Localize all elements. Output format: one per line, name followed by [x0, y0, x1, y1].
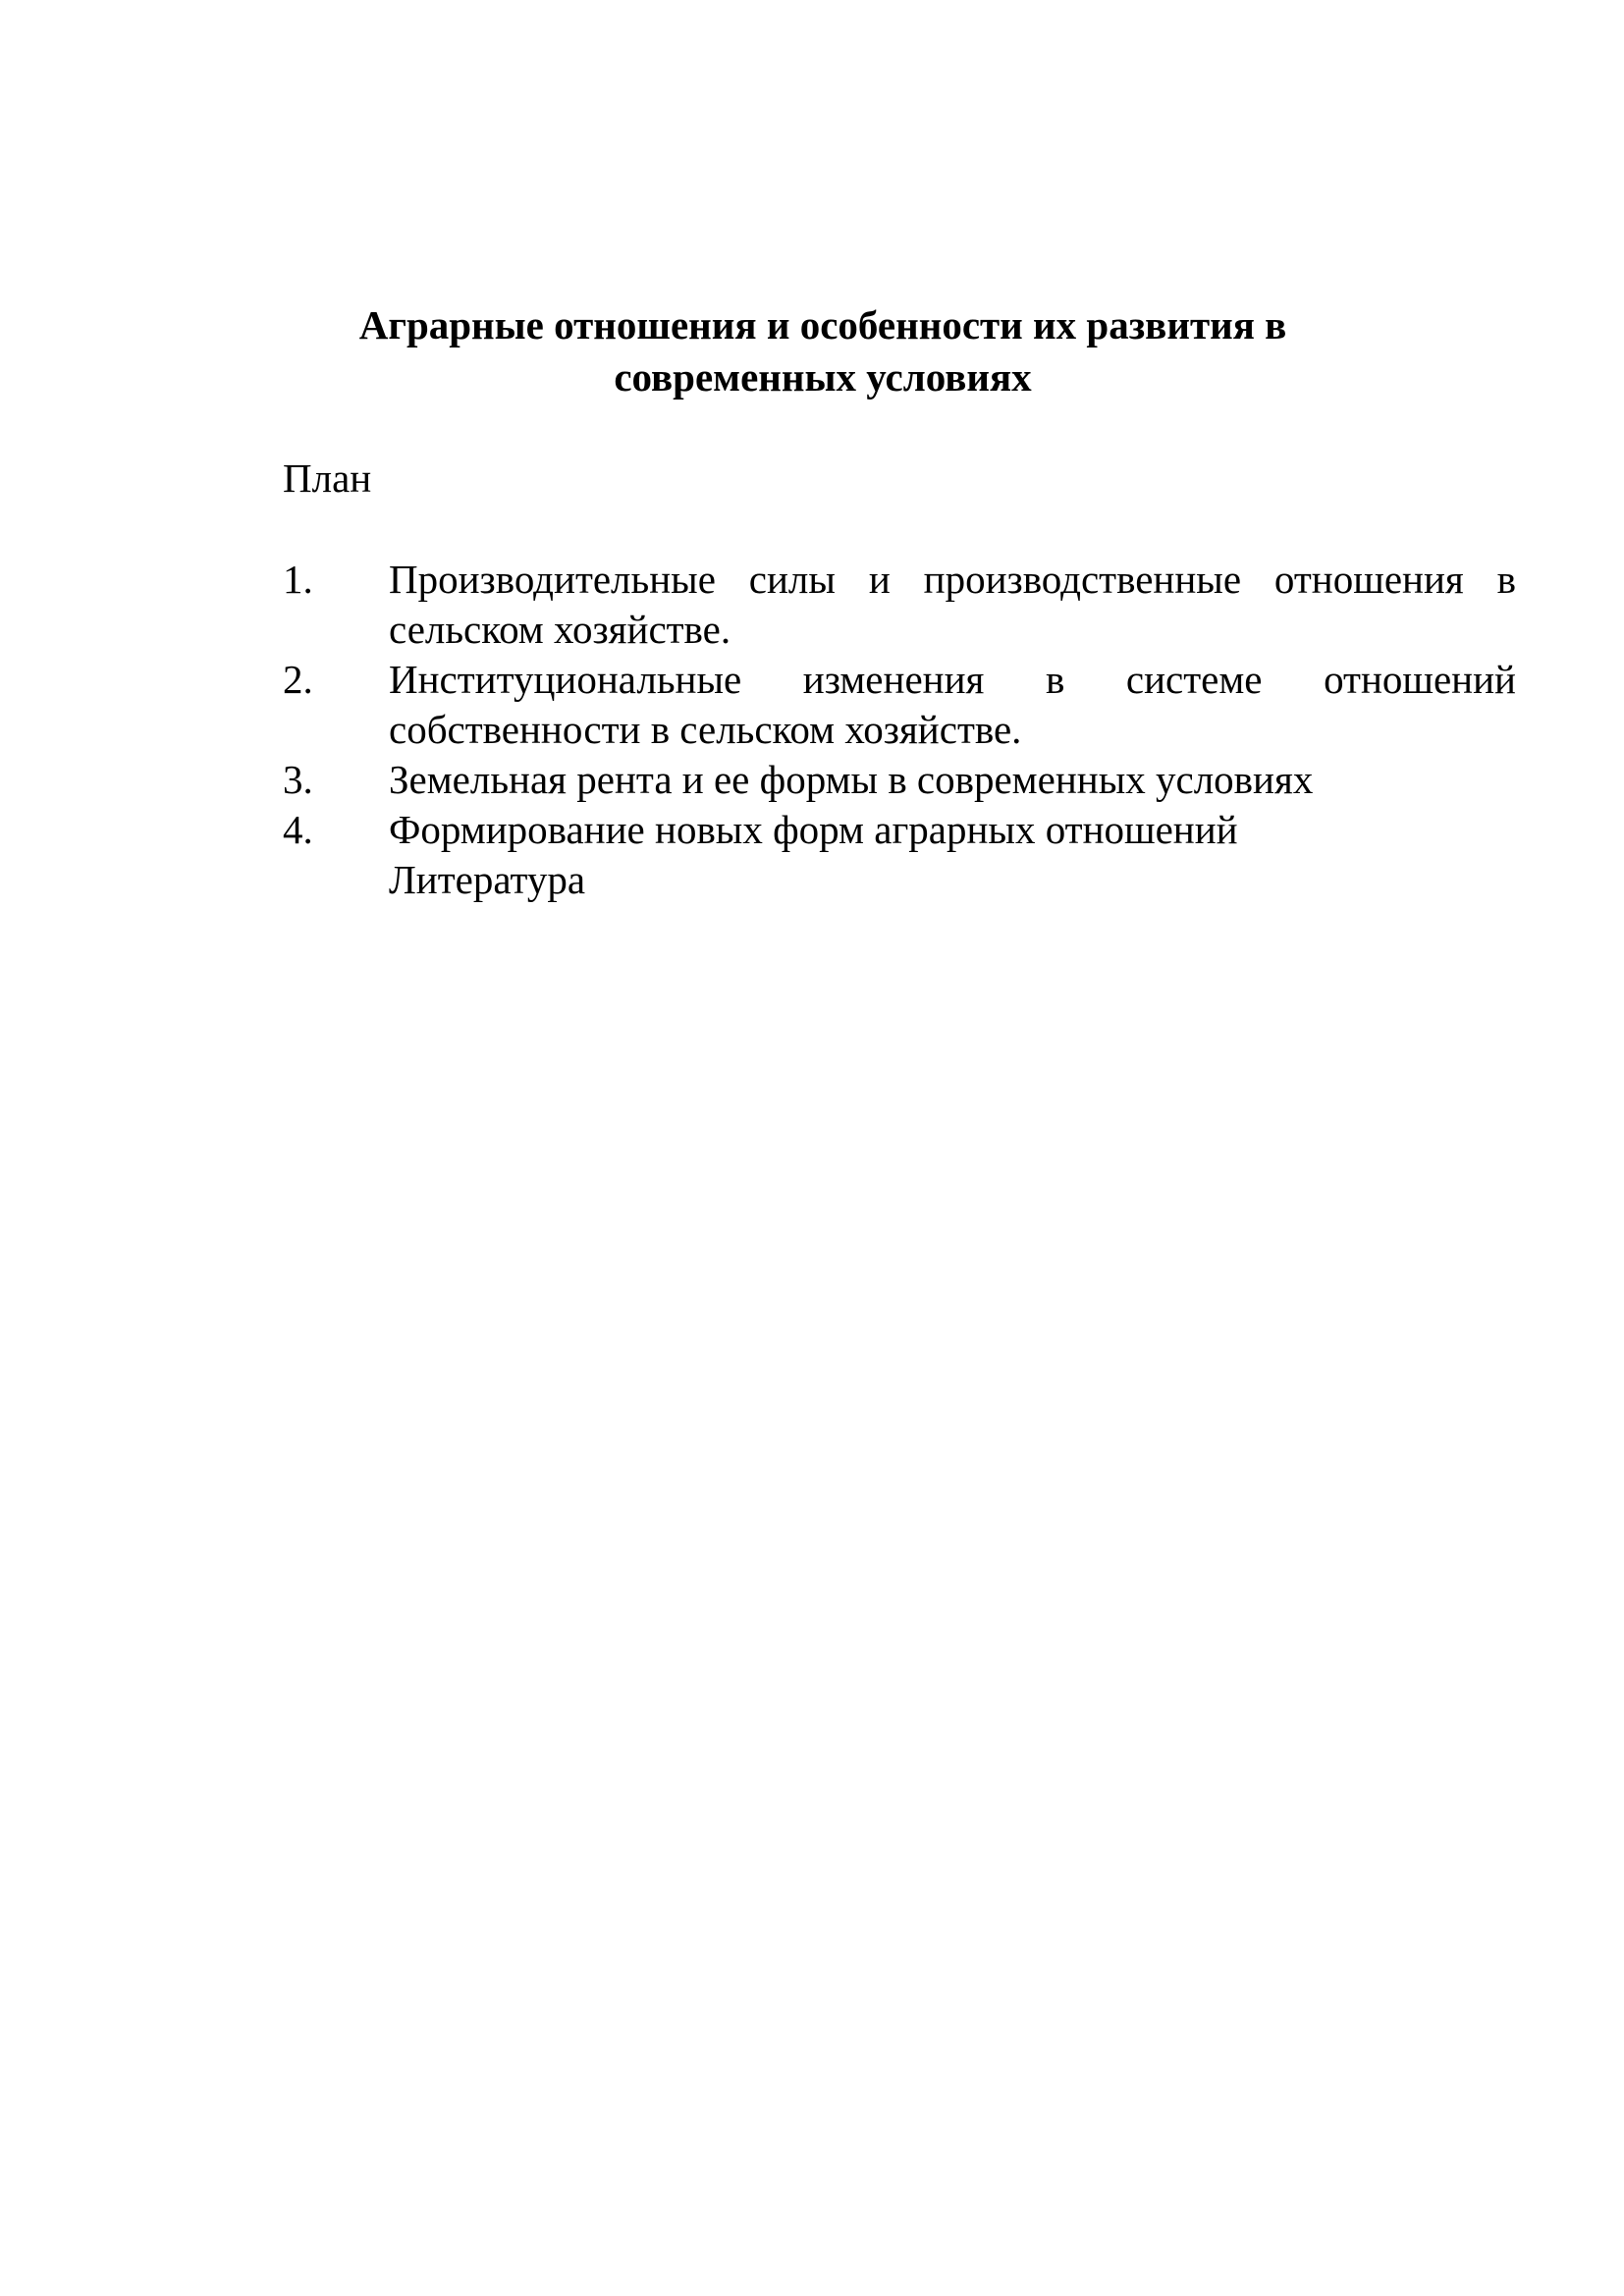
plan-item-4 [283, 805, 1516, 855]
plan-heading: План [283, 455, 372, 501]
plan-item-number: 1. [283, 557, 313, 602]
document-title-line-2: современных условиях [614, 354, 1032, 400]
plan-item-text: Земельная рента и ее формы в современных условиях [389, 757, 1314, 802]
plan-item-2 [283, 655, 1516, 755]
literature-row [283, 855, 1516, 905]
plan-item-text: Формирование новых форм аграрных отношений [389, 807, 1238, 852]
literature-entry: Литература [389, 857, 586, 902]
plan-item-number: 3. [283, 757, 313, 802]
plan-item-number: 4. [283, 807, 313, 852]
plan-list [283, 555, 1516, 905]
plan-item-number: 2. [283, 657, 313, 702]
plan-item-1 [283, 555, 1516, 655]
plan-item-3 [283, 755, 1516, 805]
plan-item-text: Институциональные изменения в системе отношений собственности в сельском хозяйстве. [389, 657, 1516, 752]
plan-item-text: Производительные силы и производственные отношения в сельском хозяйстве. [389, 557, 1516, 652]
document-title [283, 299, 1363, 403]
document-title-line-1: Аграрные отношения и особенности их развития в [358, 302, 1287, 347]
